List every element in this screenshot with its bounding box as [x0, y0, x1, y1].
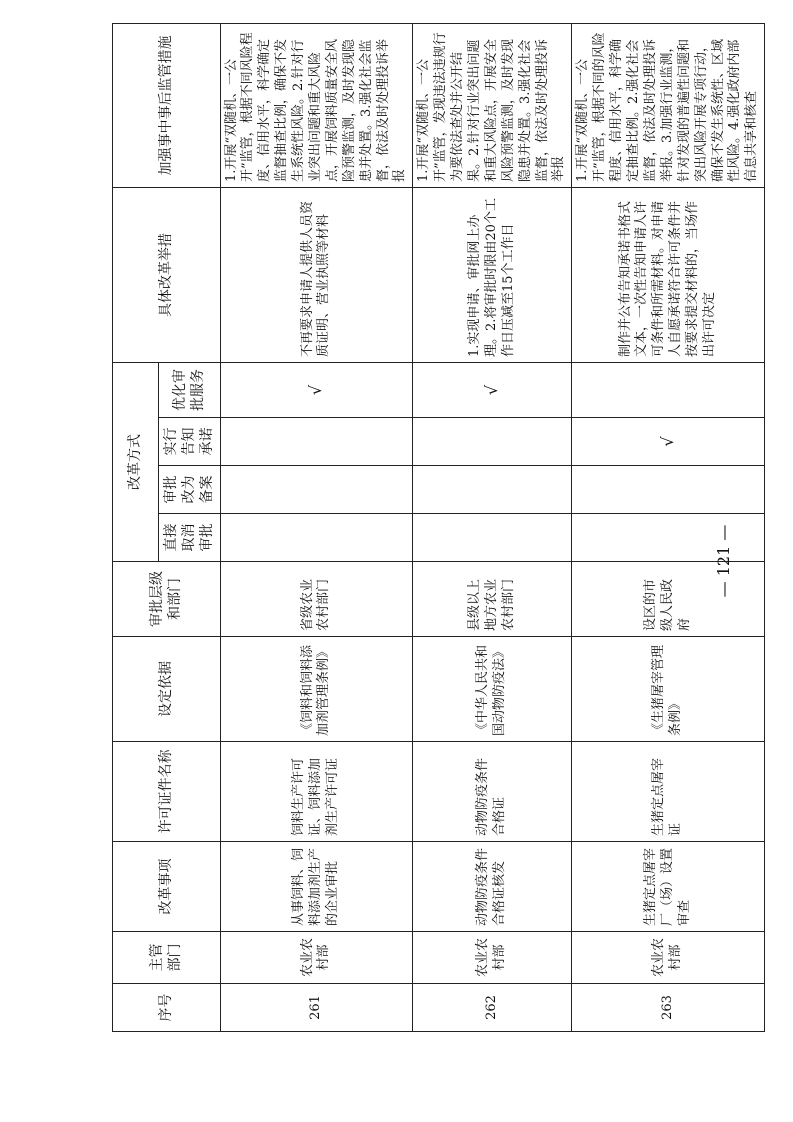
header-mode-optimize: 优化审批服务: [159, 363, 221, 418]
cell-license: 饲料生产许可证、饲料添加剂生产许可证: [220, 742, 413, 842]
cell-license: 生猪定点屠宰证: [572, 742, 765, 842]
cell-mode-optimize: √: [413, 363, 572, 418]
header-level: 审批层级和部门: [113, 562, 221, 637]
cell-mode-optimize: √: [220, 363, 413, 418]
cell-item: 从事饲料、饲料添加剂生产的企业审批: [220, 842, 413, 932]
header-mode-notify: 实行告知承诺: [159, 418, 221, 466]
header-reform-mode: 改革方式: [113, 363, 159, 562]
cell-level: 县级以上地方农业农村部门: [413, 562, 572, 637]
cell-seq: 261: [220, 984, 413, 1032]
cell-level: 省级农业农村部门: [220, 562, 413, 637]
cell-dept: 农业农村部: [572, 932, 765, 984]
cell-mode-cancel: [220, 514, 413, 562]
cell-level: 设区的市级人民政府: [572, 562, 765, 637]
page-number: — 121 —: [714, 524, 733, 598]
header-supervision: 加强事中事后监管措施: [113, 24, 221, 188]
cell-dept: 农业农村部: [413, 932, 572, 984]
cell-mode-notify: [413, 418, 572, 466]
header-mode-filing: 审批改为备案: [159, 466, 221, 514]
cell-supervision: 1.开展“双随机、一公开”监管，根据不同风险程度、信用水平，科学确定监督抽查比例，确保不发生系统性风险。2.针对行业突出问题和重大风险点，开展饲料质量安全风险预警监测，及时发现隐患并处置。3.强化社会监督，依法及时处理投诉举报: [220, 24, 413, 188]
table-row: [413, 24, 572, 1032]
cell-mode-notify: [220, 418, 413, 466]
header-item: 改革事项: [113, 842, 221, 932]
cell-mode-filing: [413, 466, 572, 514]
cell-measures: 1.实现申请、审批网上办理。2.将审批时限由20个工作日压减至15个工作日: [413, 188, 572, 363]
cell-item: 生猪定点屠宰厂（场）设置审查: [572, 842, 765, 932]
header-license: 许可证件名称: [113, 742, 221, 842]
header-mode-cancel: 直接取消审批: [159, 514, 221, 562]
cell-mode-optimize: [572, 363, 765, 418]
header-measures: 具体改革举措: [113, 188, 221, 363]
cell-seq: 263: [572, 984, 765, 1032]
header-seq: 序号: [113, 984, 221, 1032]
cell-supervision: 1.开展“双随机、一公开”监管，根据不同的风险程度、信用水平，科学确定抽查比例。2.强化社会监督，依法及时处理投诉举报。3.加强行业监测，针对发现的普遍性问题和突出风险开展专项行动，确保不发生系统性、区域性风险。4.强化政府内部信息共享和核查: [572, 24, 765, 188]
cell-mode-cancel: [413, 514, 572, 562]
cell-mode-filing: [572, 466, 765, 514]
cell-item: 动物防疫条件合格证核发: [413, 842, 572, 932]
cell-basis: 《生猪屠宰管理条例》: [572, 637, 765, 742]
table-row: [572, 24, 765, 1032]
cell-mode-cancel: [572, 514, 765, 562]
table-row: [220, 24, 413, 1032]
cell-mode-notify: √: [572, 418, 765, 466]
cell-license: 动物防疫条件合格证: [413, 742, 572, 842]
cell-dept: 农业农村部: [220, 932, 413, 984]
cell-basis: 《中华人民共和国动物防疫法》: [413, 637, 572, 742]
cell-mode-filing: [220, 466, 413, 514]
cell-seq: 262: [413, 984, 572, 1032]
header-dept: 主管部门: [113, 932, 221, 984]
cell-measures: 不再要求申请人提供人员资质证明、营业执照等材料: [220, 188, 413, 363]
reform-table: [112, 23, 765, 1032]
cell-supervision: 1.开展“双随机、一公开”监管，发现违法违规行为要依法查处并公开结果。2.针对行业突出问题和重大风险点，开展安全风险预警监测，及时发现隐患并处置。3.强化社会监督，依法及时处理投诉举报: [413, 24, 572, 188]
cell-measures: 制作并公布告知承诺书格式文本，一次性告知申请人许可条件和所需材料。对申请人自愿承诺符合许可条件并按要求提交材料的，当场作出许可决定: [572, 188, 765, 363]
cell-basis: 《饲料和饲料添加剂管理条例》: [220, 637, 413, 742]
header-basis: 设定依据: [113, 637, 221, 742]
